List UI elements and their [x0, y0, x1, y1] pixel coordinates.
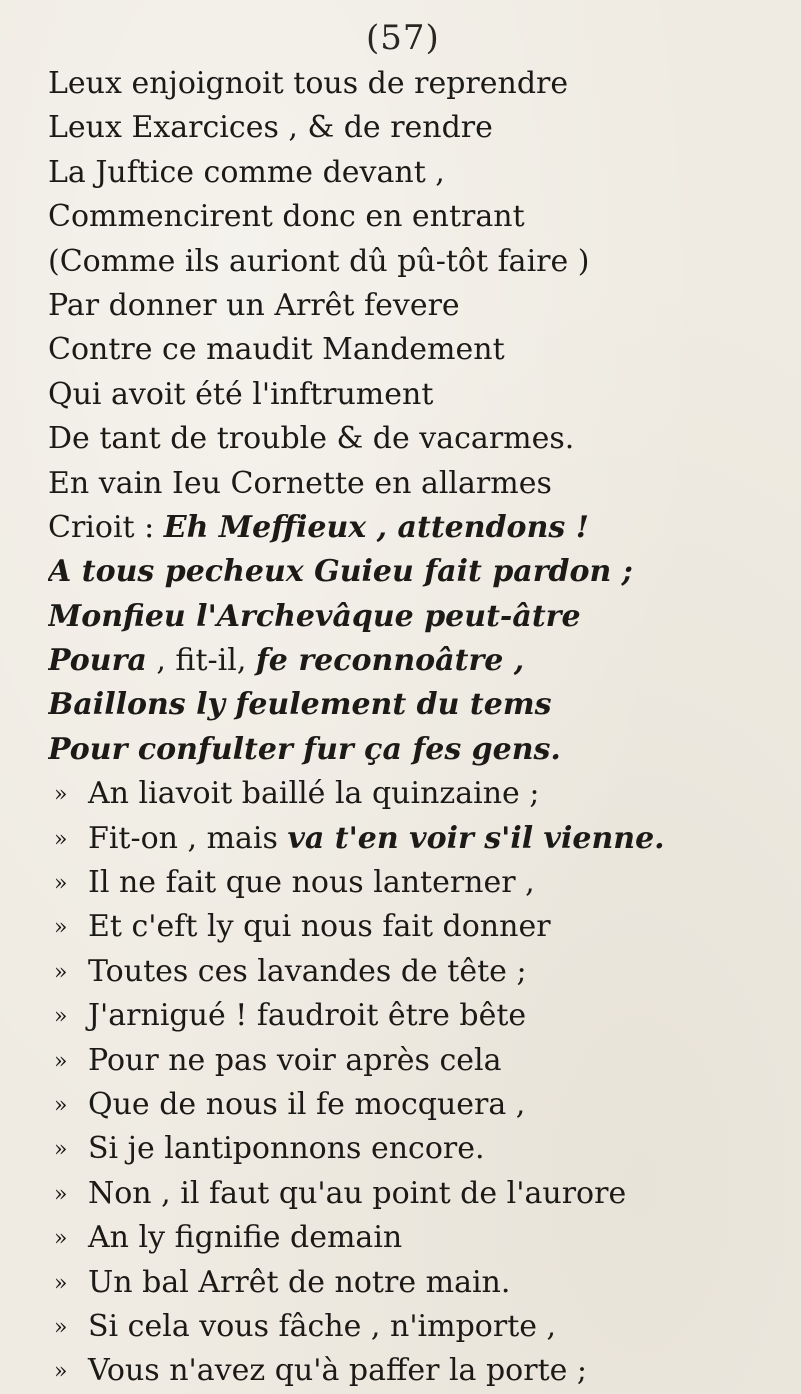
quote-mark: » — [54, 871, 68, 897]
quote-mark: » — [54, 826, 68, 852]
verse-text-segment: Vous n'avez qu'à paffer la porte ; — [88, 1353, 588, 1389]
verse-line — [48, 994, 791, 1038]
verse-line — [48, 151, 791, 195]
quote-mark: » — [54, 959, 68, 985]
verse-line — [48, 861, 791, 905]
verse-line — [48, 905, 791, 949]
verse-line — [48, 1172, 791, 1216]
quote-mark: » — [54, 1270, 68, 1296]
quote-mark: » — [54, 915, 68, 941]
verse-text-segment: Leux enjoignoit tous de reprendre — [48, 66, 569, 101]
quote-mark: » — [54, 1226, 68, 1252]
verse-line — [48, 1216, 791, 1260]
verse-italic-text: Poura — [48, 643, 147, 679]
verse-text-segment: Contre ce maudit Mandement — [48, 332, 505, 368]
verse-line — [48, 284, 791, 328]
verse-italic-text: fe reconnoâtre , — [255, 643, 525, 679]
verse-italic-text: Baillons ly feulement du tems — [48, 687, 552, 723]
verse-text-segment: , fit-il, — [146, 643, 256, 679]
verse-text-segment: Non , il faut qu'au point de l'aurore — [88, 1175, 627, 1211]
verse-line — [48, 1083, 791, 1127]
verse-line — [48, 817, 791, 861]
verse-line — [48, 240, 791, 284]
verse-text-segment: Que de nous il fe mocquera , — [88, 1086, 526, 1122]
verse-text-segment: Si je lantiponnons encore. — [88, 1131, 485, 1167]
quote-mark: » — [54, 1314, 68, 1340]
quote-mark: » — [54, 1181, 68, 1207]
quote-mark: » — [54, 1004, 68, 1030]
verse-text-segment: Et c'eft ly qui nous fait donner — [88, 909, 551, 945]
verse-text-segment: An ly fignifie demain — [88, 1220, 403, 1256]
quote-mark: » — [54, 1359, 68, 1385]
verse-line — [48, 683, 791, 727]
verse-text-segment: Toutes ces lavandes de tête ; — [88, 953, 527, 989]
verse-italic-text: Monfieu l'Archevâque peut-âtre — [48, 598, 581, 634]
verse-line — [48, 728, 791, 772]
verse-text-segment: Fit-on , mais — [88, 820, 288, 856]
verse-line — [48, 1039, 791, 1083]
verse-text-segment: Si cela vous fâche , n'importe , — [88, 1308, 557, 1344]
verse-line — [48, 462, 791, 506]
verse-text-segment: Un bal Arrêt de notre main. — [88, 1264, 511, 1300]
verse-line — [48, 1349, 791, 1393]
verse-line — [48, 950, 791, 994]
verse-italic-text: Eh Meffieux , attendons ! — [163, 509, 589, 545]
verse-line — [48, 417, 791, 461]
verse-text-segment: Pour ne pas voir après cela — [88, 1042, 502, 1078]
quote-mark: » — [54, 782, 68, 808]
verse-text-segment: Leux Exarcices , & de rendre — [48, 110, 493, 146]
verse-text-segment: Il ne fait que nous lanterner , — [88, 865, 535, 901]
page-number: (57) — [366, 18, 440, 58]
verse-line — [48, 1305, 791, 1349]
verse-text-segment: (Comme ils auriont dû pû-tôt faire ) — [48, 243, 590, 279]
verse-line — [48, 772, 791, 816]
quote-mark: » — [54, 1137, 68, 1163]
verse-italic-text: Pour confulter fur ça fes gens. — [48, 731, 561, 767]
verse-line — [48, 106, 791, 150]
verse-line — [48, 328, 791, 372]
verse-line — [48, 195, 791, 239]
verse-text-segment: En vain Ieu Cornette en allarmes — [48, 465, 552, 501]
verse-italic-text: A tous pecheux Guieu fait pardon ; — [48, 554, 633, 590]
verse-line — [48, 550, 791, 594]
verse-text — [48, 62, 791, 1394]
verse-line — [48, 595, 791, 639]
verse-text-segment: La Juftice comme devant , — [48, 154, 445, 190]
verse-line — [48, 373, 791, 417]
verse-text-segment: De tant de trouble & de vacarmes. — [48, 421, 575, 457]
verse-line — [48, 62, 791, 106]
verse-text-segment: Par donner un Arrêt fevere — [48, 287, 460, 323]
quote-mark: » — [54, 1048, 68, 1074]
verse-line — [48, 506, 791, 550]
quote-mark: » — [54, 1092, 68, 1118]
verse-text-segment: J'arnigué ! faudroit être bête — [88, 998, 527, 1034]
verse-text-segment: An liavoit baillé la quinzaine ; — [88, 776, 540, 812]
verse-line — [48, 1127, 791, 1171]
verse-text-segment: Qui avoit été l'inftrument — [48, 376, 434, 412]
verse-line — [48, 639, 791, 683]
verse-text-segment: Commencirent donc en entrant — [48, 199, 525, 235]
verse-italic-text: va t'en voir s'il vienne. — [287, 820, 665, 856]
verse-line — [48, 1261, 791, 1305]
verse-text-segment: Crioit : — [48, 509, 164, 545]
